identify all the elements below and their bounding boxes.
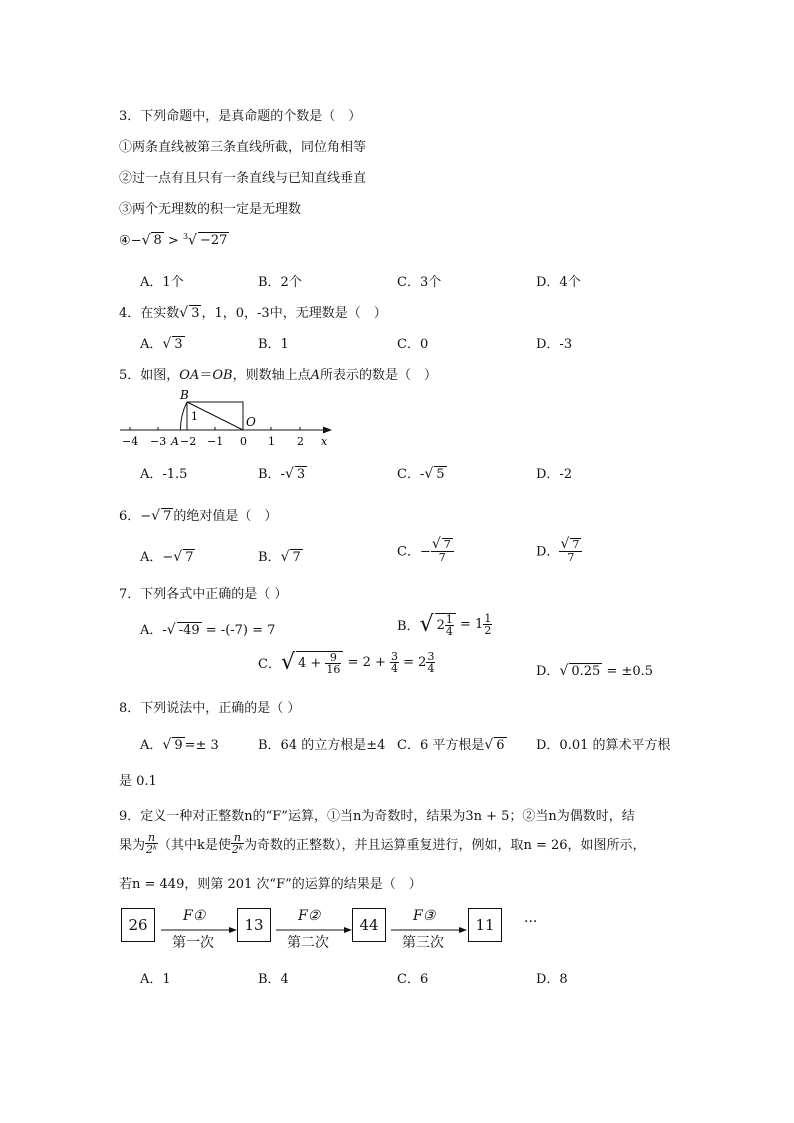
q9-line-3: 若n = 449，则第 201 次“F”的运算的结果是（ ） [119,877,422,892]
q8-option-c: C．6 平方根是√ 6 [397,737,505,753]
tick-label-2: 2 [297,435,304,448]
q9-option-d: D．8 [536,972,568,987]
flow-op-2: F② [298,908,321,924]
q7-option-b: B．√ 2 $\frac{1}{4}$ = 1 $\frac{1}{2}$ [397,612,492,638]
number-line-figure [116,384,346,450]
q6-option-d: D． $\frac{√ 7}{7}$ [536,537,582,563]
q3-option-b: B．2个 [258,275,302,290]
q3-statement-2: ②过一点有且只有一条直线与已知直线垂直 [119,171,367,186]
flow-box-4: 11 [468,908,502,942]
label-1: 1 [191,410,198,423]
q4-option-b: B．1 [258,337,289,352]
q8-option-b: B．64 的立方根是±4 [258,738,386,753]
q8-option-a: A．√ 9 =± 3 [140,737,219,753]
tick-label-x: x [321,435,328,448]
q5-option-c: C．-√ 5 [397,466,445,482]
q3-statement-4: ④−√ 8 > $^3$√ −27 [119,232,228,249]
compass-arc [180,402,187,430]
flow-box-1: 26 [121,908,155,942]
flow-step-1: 第一次 [172,935,214,951]
flow-box-2: 13 [237,908,271,942]
q5-option-b: B．-√ 3 [258,466,306,482]
q9-option-b: B．4 [258,972,289,987]
q7-option-d: D．√ 0.25 = ±0.5 [536,663,654,679]
flow-op-1: F① [183,908,206,924]
flow-ellipsis: ··· [524,914,538,930]
q6-stem: 6．−√ 7 的绝对值是（ ） [119,508,278,524]
label-b: B [180,388,189,402]
flow-box-3: 44 [352,908,386,942]
flow-step-3: 第三次 [402,935,444,951]
q4-option-c: C．0 [397,337,429,352]
q3-stem: 3．下列命题中，是真命题的个数是（ ） [119,109,362,124]
q4-stem: 4．在实数√ 3 ，1，0，-3中，无理数是（ ） [119,305,387,321]
q5-option-d: D．-2 [536,467,573,482]
q8-stem: 8．下列说法中，正确的是（ ） [119,701,301,716]
tick-label-neg4: −4 [122,435,139,448]
q4-option-d: D．-3 [536,337,573,352]
tick-label-1: 1 [268,435,275,448]
q3-option-c: C．3个 [397,275,442,290]
arrow-head-icon [229,927,237,933]
q5-stem: 5．如图，OA＝OB，则数轴上点A所表示的数是（ ） [119,368,437,383]
q7-stem: 7．下列各式中正确的是（ ） [119,587,288,602]
tick-label-a: A [171,435,179,448]
q8-option-d: D．0.01 的算术平方根 [536,738,671,753]
q3-option-a: A．1个 [140,275,184,290]
q5-option-a: A．-1.5 [140,467,188,482]
tick-label-neg3: −3 [150,435,167,448]
tick-label-neg2: −2 [180,435,197,448]
q8-option-d-continuation: 是 0.1 [119,774,157,789]
q9-option-c: C．6 [397,972,429,987]
q7-option-c: C．√ 4 + $\frac{9}{16}$ = 2 + $\frac{3}{4}$ = 2 $\frac{3}{4}$ [258,650,435,676]
flow-op-3: F③ [413,908,436,924]
axis-arrow-icon [323,427,332,434]
tick-label-0: 0 [240,435,247,448]
arrow-head-icon [459,927,467,933]
q7-option-a: A．-√ -49 = -(-7) = 7 [140,622,276,638]
arrow-head-icon [344,927,352,933]
q9-line-2: 果为 $\frac{n}{\text{2ᵏ}}$ （其中k是使 $\frac{n}{\text{2ᵏ}}$ 为奇数的正整数），并且运算重复进行，例如，取n = 26，如图所示， [119,831,646,856]
q9-option-a: A．1 [140,972,171,987]
q6-option-c: C．− $\frac{√ 7}{7}$ [397,537,454,563]
flow-step-2: 第二次 [287,935,329,951]
tick-label-neg1: −1 [207,435,224,448]
q3-option-d: D．4个 [536,275,581,290]
q9-line-1: 9．定义一种对正整数n的“F”运算，①当n为奇数时，结果为3n + 5；②当n为偶数时，结 [119,809,635,824]
q6-option-a: A．−√ 7 [140,549,194,565]
q3-statement-3: ③两个无理数的积一定是无理数 [119,202,302,217]
q6-option-b: B．√ 7 [258,549,301,565]
q3-statement-1: ①两条直线被第三条直线所截，同位角相等 [119,140,367,155]
q4-option-a: A．√ 3 [140,336,183,352]
label-o: O [246,415,256,429]
